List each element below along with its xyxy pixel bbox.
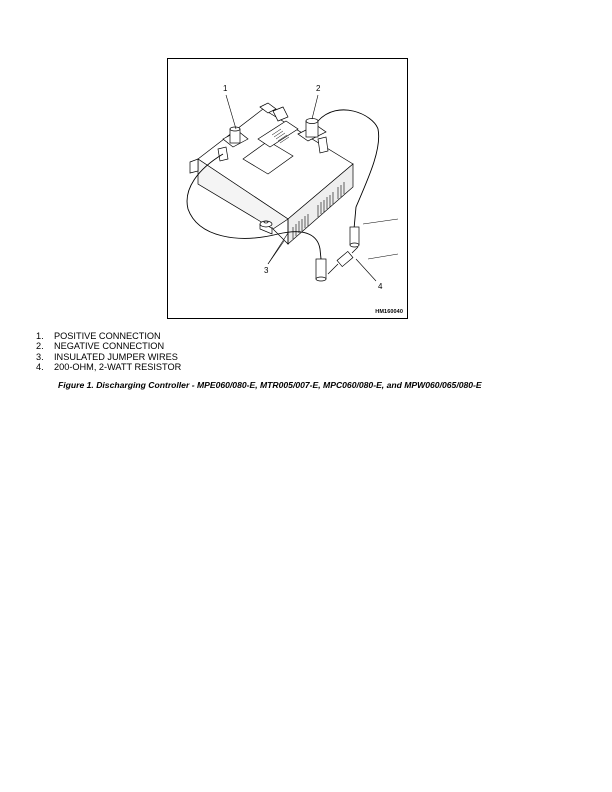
legend-number: 2. — [36, 341, 44, 352]
resistor — [337, 251, 353, 266]
legend-list — [36, 331, 181, 373]
legend-item — [36, 341, 181, 351]
legend-item — [36, 352, 181, 362]
legend-item — [36, 362, 181, 372]
figure-frame — [167, 58, 408, 319]
figure-code: HM160040 — [375, 309, 403, 315]
figure-caption: Figure 1. Discharging Controller - MPE060/080-E, MTR005/007-E, MPC060/080-E, and MPW060/065/080-E — [58, 380, 482, 390]
legend-text: 200-OHM, 2-WATT RESISTOR — [54, 362, 182, 373]
legend-text: INSULATED JUMPER WIRES — [54, 351, 178, 362]
controller-illustration — [168, 59, 406, 317]
legend-item — [36, 331, 181, 341]
callout-1: 1 — [223, 84, 228, 93]
legend-text: NEGATIVE CONNECTION — [54, 341, 165, 352]
callout-4: 4 — [378, 282, 383, 291]
legend-number: 3. — [36, 351, 44, 362]
callout-3: 3 — [264, 266, 269, 275]
callout-2: 2 — [316, 84, 321, 93]
legend-text: POSITIVE CONNECTION — [54, 331, 161, 341]
legend-number: 4. — [36, 362, 44, 373]
legend-number: 1. — [36, 331, 44, 341]
